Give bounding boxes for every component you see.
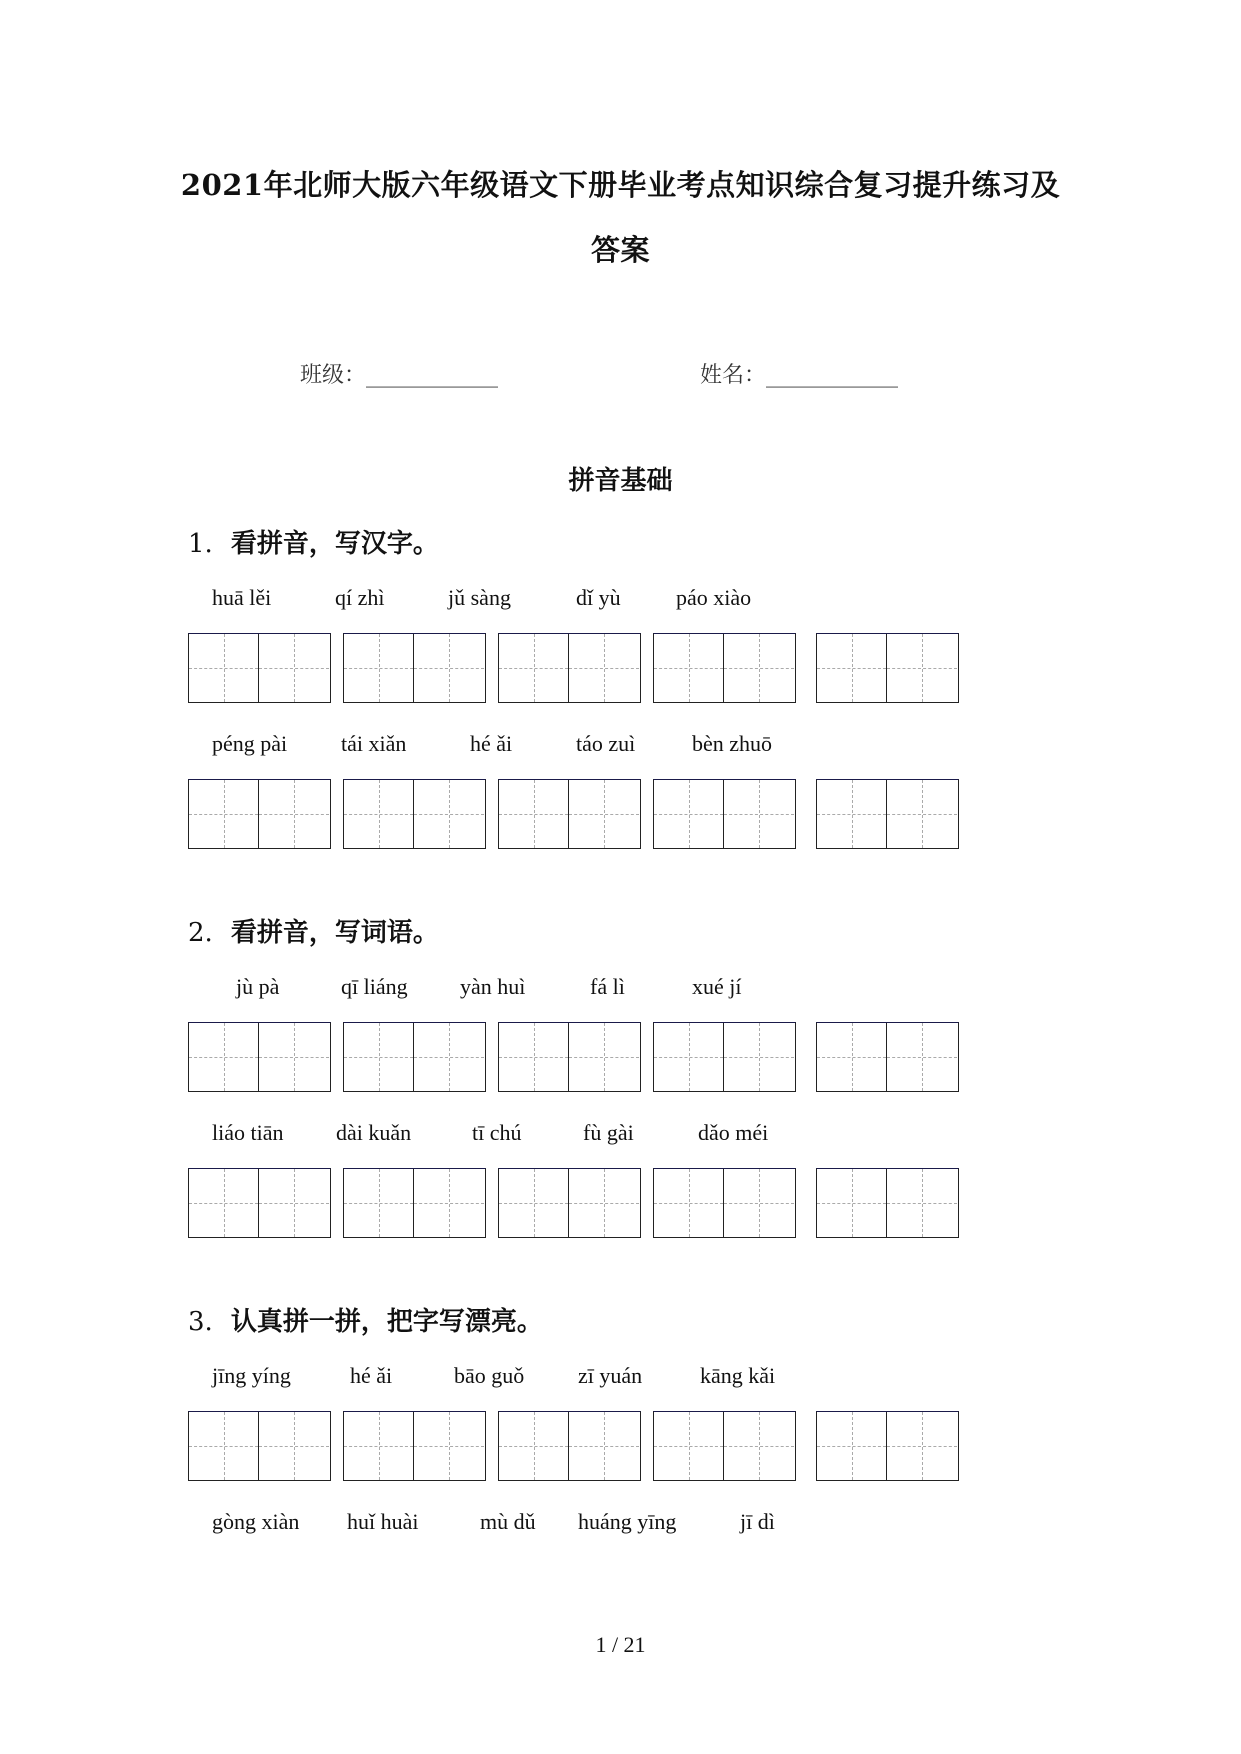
guide-line-horizontal bbox=[344, 1057, 413, 1058]
guide-line-horizontal bbox=[654, 814, 723, 815]
writing-box[interactable] bbox=[816, 1411, 959, 1481]
writing-cell[interactable] bbox=[654, 1169, 724, 1237]
writing-cell[interactable] bbox=[414, 1169, 484, 1237]
writing-box[interactable] bbox=[343, 1022, 486, 1092]
guide-line-horizontal bbox=[569, 1446, 639, 1447]
guide-line-horizontal bbox=[414, 1057, 484, 1058]
box-row bbox=[188, 779, 968, 851]
writing-cell[interactable] bbox=[499, 634, 569, 702]
guide-line-horizontal bbox=[414, 1203, 484, 1204]
class-field: 班级：____________ bbox=[300, 363, 499, 388]
writing-box[interactable] bbox=[653, 1411, 796, 1481]
guide-line-horizontal bbox=[724, 1203, 794, 1204]
writing-box[interactable] bbox=[188, 1411, 331, 1481]
guide-line-horizontal bbox=[414, 1446, 484, 1447]
question-2-text: 看拼音，写词语。 bbox=[230, 918, 439, 948]
writing-cell[interactable] bbox=[569, 1023, 639, 1091]
writing-cell[interactable] bbox=[569, 1412, 639, 1480]
guide-line-horizontal bbox=[724, 1446, 794, 1447]
writing-cell[interactable] bbox=[654, 1412, 724, 1480]
guide-line-horizontal bbox=[817, 814, 886, 815]
writing-cell[interactable] bbox=[499, 1023, 569, 1091]
writing-cell[interactable] bbox=[817, 1169, 887, 1237]
writing-cell[interactable] bbox=[189, 780, 259, 848]
writing-box[interactable] bbox=[188, 779, 331, 849]
writing-cell[interactable] bbox=[259, 634, 329, 702]
writing-cell[interactable] bbox=[344, 1169, 414, 1237]
pinyin-word: páo xiào bbox=[676, 585, 752, 610]
guide-line-horizontal bbox=[499, 1203, 568, 1204]
writing-cell[interactable] bbox=[724, 1412, 794, 1480]
writing-cell[interactable] bbox=[189, 1169, 259, 1237]
writing-cell[interactable] bbox=[569, 1169, 639, 1237]
writing-cell[interactable] bbox=[887, 780, 957, 848]
writing-cell[interactable] bbox=[569, 780, 639, 848]
question-1-text: 看拼音，写汉字。 bbox=[230, 529, 439, 559]
guide-line-horizontal bbox=[259, 814, 329, 815]
guide-line-horizontal bbox=[499, 814, 568, 815]
writing-box[interactable] bbox=[498, 1411, 641, 1481]
question-1-title bbox=[188, 523, 439, 560]
pinyin-word: dǎo méi bbox=[698, 1120, 769, 1145]
section-title: 拼音基础 bbox=[568, 466, 673, 496]
guide-line-horizontal bbox=[499, 1057, 568, 1058]
guide-line-horizontal bbox=[817, 1057, 886, 1058]
question-1-number: 1. bbox=[188, 529, 213, 559]
guide-line-horizontal bbox=[344, 1446, 413, 1447]
pinyin-word: dǐ yù bbox=[576, 585, 621, 610]
guide-line-horizontal bbox=[887, 814, 957, 815]
writing-box[interactable] bbox=[816, 1022, 959, 1092]
writing-cell[interactable] bbox=[817, 780, 887, 848]
pinyin-row bbox=[0, 731, 1241, 763]
pinyin-word: jù pà bbox=[236, 974, 280, 999]
writing-cell[interactable] bbox=[654, 1023, 724, 1091]
pinyin-word: tī chú bbox=[472, 1120, 522, 1145]
writing-cell[interactable] bbox=[724, 634, 794, 702]
pinyin-word: huā lěi bbox=[212, 585, 272, 610]
writing-cell[interactable] bbox=[817, 1412, 887, 1480]
writing-cell[interactable] bbox=[414, 634, 484, 702]
pinyin-word: bāo guǒ bbox=[454, 1363, 525, 1388]
document-title-line2: 答案 bbox=[590, 233, 650, 267]
writing-box[interactable] bbox=[188, 1022, 331, 1092]
writing-box[interactable] bbox=[816, 633, 959, 703]
pinyin-row bbox=[0, 585, 1241, 617]
writing-cell[interactable] bbox=[189, 1412, 259, 1480]
pinyin-word: mù dǔ bbox=[480, 1509, 536, 1534]
guide-line-horizontal bbox=[189, 1203, 258, 1204]
pinyin-word: jī dì bbox=[740, 1509, 775, 1534]
guide-line-horizontal bbox=[499, 1446, 568, 1447]
name-field: 姓名：____________ bbox=[700, 363, 899, 388]
guide-line-horizontal bbox=[189, 1057, 258, 1058]
writing-cell[interactable] bbox=[259, 1023, 329, 1091]
pinyin-word: huáng yīng bbox=[578, 1509, 677, 1534]
writing-cell[interactable] bbox=[887, 634, 957, 702]
guide-line-horizontal bbox=[414, 814, 484, 815]
question-3-number: 3. bbox=[188, 1307, 213, 1337]
writing-cell[interactable] bbox=[817, 1023, 887, 1091]
pinyin-word: péng pài bbox=[212, 731, 288, 756]
pinyin-word: hé ǎi bbox=[470, 731, 513, 756]
writing-cell[interactable] bbox=[499, 1169, 569, 1237]
pinyin-word: yàn huì bbox=[460, 974, 526, 999]
writing-box[interactable] bbox=[343, 779, 486, 849]
guide-line-horizontal bbox=[654, 1057, 723, 1058]
pinyin-word: bèn zhuō bbox=[692, 731, 773, 756]
pinyin-row bbox=[0, 974, 1241, 1006]
writing-cell[interactable] bbox=[259, 1169, 329, 1237]
writing-cell[interactable] bbox=[887, 1412, 957, 1480]
pinyin-word: tái xiǎn bbox=[341, 731, 407, 756]
guide-line-horizontal bbox=[344, 814, 413, 815]
writing-box[interactable] bbox=[816, 779, 959, 849]
writing-box[interactable] bbox=[653, 1168, 796, 1238]
writing-box[interactable] bbox=[653, 779, 796, 849]
guide-line-horizontal bbox=[724, 814, 794, 815]
pinyin-word: fá lì bbox=[590, 974, 625, 999]
writing-cell[interactable] bbox=[414, 780, 484, 848]
writing-box[interactable] bbox=[188, 1168, 331, 1238]
guide-line-horizontal bbox=[569, 668, 639, 669]
writing-box[interactable] bbox=[498, 633, 641, 703]
guide-line-horizontal bbox=[817, 1203, 886, 1204]
document-title-line1: 2021年北师大版六年级语文下册毕业考点知识综合复习提升练习及 bbox=[180, 168, 1061, 202]
question-3-title bbox=[188, 1301, 543, 1338]
writing-box[interactable] bbox=[816, 1168, 959, 1238]
writing-cell[interactable] bbox=[654, 634, 724, 702]
writing-cell[interactable] bbox=[414, 1023, 484, 1091]
writing-cell[interactable] bbox=[414, 1412, 484, 1480]
guide-line-horizontal bbox=[724, 668, 794, 669]
guide-line-horizontal bbox=[569, 1203, 639, 1204]
writing-cell[interactable] bbox=[344, 780, 414, 848]
guide-line-horizontal bbox=[189, 668, 258, 669]
pinyin-row bbox=[0, 1509, 1241, 1541]
guide-line-horizontal bbox=[259, 1057, 329, 1058]
writing-cell[interactable] bbox=[499, 780, 569, 848]
writing-cell[interactable] bbox=[887, 1023, 957, 1091]
pinyin-word: zī yuán bbox=[578, 1363, 643, 1388]
pinyin-word: táo zuì bbox=[576, 731, 636, 756]
pinyin-word: dài kuǎn bbox=[336, 1120, 412, 1145]
writing-cell[interactable] bbox=[189, 634, 259, 702]
guide-line-horizontal bbox=[259, 1446, 329, 1447]
writing-cell[interactable] bbox=[344, 1412, 414, 1480]
guide-line-horizontal bbox=[344, 668, 413, 669]
guide-line-horizontal bbox=[189, 814, 258, 815]
pinyin-word: kāng kǎi bbox=[700, 1363, 776, 1388]
writing-cell[interactable] bbox=[259, 780, 329, 848]
guide-line-horizontal bbox=[414, 668, 484, 669]
guide-line-horizontal bbox=[887, 1203, 957, 1204]
pinyin-word: huǐ huài bbox=[347, 1509, 419, 1534]
guide-line-horizontal bbox=[654, 1446, 723, 1447]
guide-line-horizontal bbox=[654, 1203, 723, 1204]
guide-line-horizontal bbox=[724, 1057, 794, 1058]
writing-cell[interactable] bbox=[499, 1412, 569, 1480]
guide-line-horizontal bbox=[499, 668, 568, 669]
writing-box[interactable] bbox=[343, 1168, 486, 1238]
box-row bbox=[188, 633, 968, 705]
question-2-number: 2. bbox=[188, 918, 213, 948]
pinyin-word: qī liáng bbox=[341, 974, 408, 999]
guide-line-horizontal bbox=[569, 1057, 639, 1058]
pinyin-word: jǔ sàng bbox=[448, 585, 511, 610]
pinyin-word: liáo tiān bbox=[212, 1120, 284, 1145]
page-number: 1 / 21 bbox=[595, 1632, 646, 1657]
box-row bbox=[188, 1022, 968, 1094]
question-3-text: 认真拼一拼，把字写漂亮。 bbox=[230, 1307, 543, 1337]
pinyin-word: qí zhì bbox=[335, 585, 385, 610]
guide-line-horizontal bbox=[189, 1446, 258, 1447]
guide-line-horizontal bbox=[817, 1446, 886, 1447]
pinyin-word: jīng yíng bbox=[212, 1363, 291, 1388]
writing-box[interactable] bbox=[343, 633, 486, 703]
writing-cell[interactable] bbox=[569, 634, 639, 702]
pinyin-word: xué jí bbox=[692, 974, 742, 999]
writing-cell[interactable] bbox=[189, 1023, 259, 1091]
guide-line-horizontal bbox=[887, 1057, 957, 1058]
guide-line-horizontal bbox=[344, 1203, 413, 1204]
pinyin-row bbox=[0, 1363, 1241, 1395]
box-row bbox=[188, 1411, 968, 1483]
writing-box[interactable] bbox=[498, 1168, 641, 1238]
guide-line-horizontal bbox=[654, 668, 723, 669]
writing-box[interactable] bbox=[653, 1022, 796, 1092]
writing-cell[interactable] bbox=[724, 1023, 794, 1091]
writing-box[interactable] bbox=[653, 633, 796, 703]
writing-cell[interactable] bbox=[344, 1023, 414, 1091]
writing-cell[interactable] bbox=[724, 1169, 794, 1237]
writing-cell[interactable] bbox=[654, 780, 724, 848]
guide-line-horizontal bbox=[887, 668, 957, 669]
writing-box[interactable] bbox=[498, 1022, 641, 1092]
question-2-title bbox=[188, 912, 439, 949]
writing-cell[interactable] bbox=[724, 780, 794, 848]
writing-cell[interactable] bbox=[344, 634, 414, 702]
writing-box[interactable] bbox=[188, 633, 331, 703]
guide-line-horizontal bbox=[569, 814, 639, 815]
guide-line-horizontal bbox=[259, 668, 329, 669]
writing-cell[interactable] bbox=[887, 1169, 957, 1237]
guide-line-horizontal bbox=[887, 1446, 957, 1447]
guide-line-horizontal bbox=[817, 668, 886, 669]
guide-line-horizontal bbox=[259, 1203, 329, 1204]
writing-box[interactable] bbox=[498, 779, 641, 849]
pinyin-word: hé ǎi bbox=[350, 1363, 393, 1388]
box-row bbox=[188, 1168, 968, 1240]
pinyin-row bbox=[0, 1120, 1241, 1152]
writing-cell[interactable] bbox=[817, 634, 887, 702]
writing-box[interactable] bbox=[343, 1411, 486, 1481]
pinyin-word: gòng xiàn bbox=[212, 1509, 300, 1534]
pinyin-word: fù gài bbox=[583, 1120, 634, 1145]
writing-cell[interactable] bbox=[259, 1412, 329, 1480]
